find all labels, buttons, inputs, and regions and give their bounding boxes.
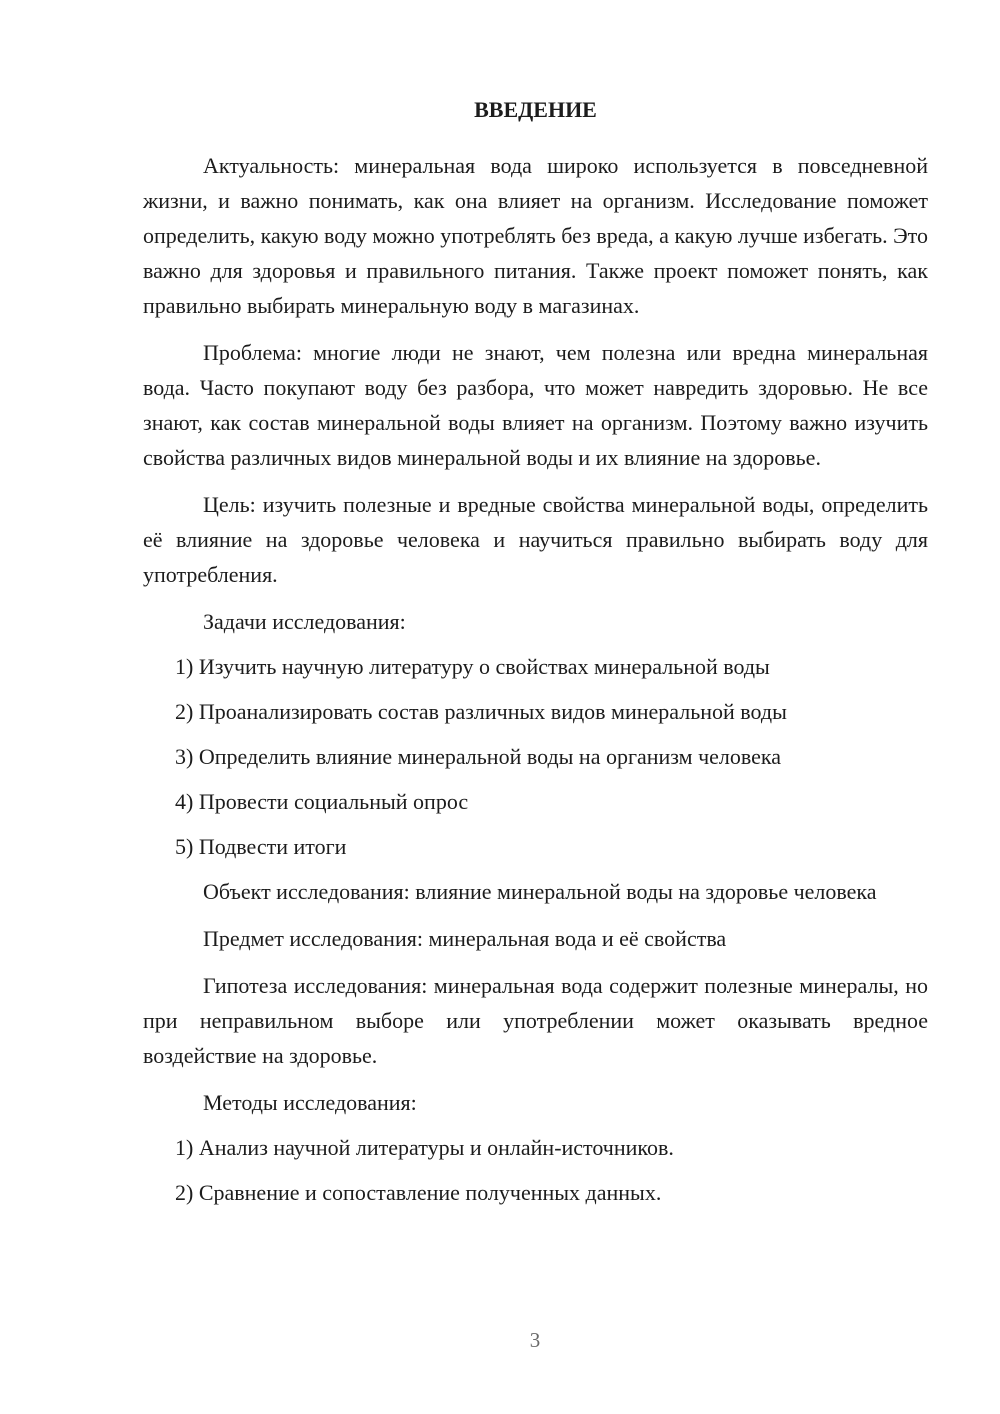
section-title: ВВЕДЕНИЕ: [474, 97, 597, 122]
methods-heading: Методы исследования:: [203, 1090, 417, 1115]
task-item: 1) Изучить научную литературу о свойствах минеральной воды: [175, 654, 770, 679]
task-item: 3) Определить влияние минеральной воды на организм человека: [175, 744, 782, 769]
goal-paragraph: Цель: изучить полезные и вредные свойства минеральной воды, определить её влияние на здоровье человека и научиться правильно выбирать воду для употребления.: [143, 492, 928, 587]
task-item: 4) Провести социальный опрос: [175, 789, 469, 814]
problem-paragraph: Проблема: многие люди не знают, чем полезна или вредна минеральная вода. Часто покупают воду без разбора, что может навредить здоровью. Не все знают, как состав минеральной воды влияет на организм. Поэтому важно изучить свойства различных видов минеральной воды и их влияние на здоровье.: [143, 340, 928, 470]
task-item: 5) Подвести итоги: [175, 834, 347, 859]
task-item: 2) Проанализировать состав различных видов минеральной воды: [175, 699, 787, 724]
object-paragraph: Объект исследования: влияние минеральной воды на здоровье человека: [203, 879, 877, 904]
document-page: [143, 92, 928, 1220]
tasks-heading: Задачи исследования:: [203, 609, 406, 634]
subject-paragraph: Предмет исследования: минеральная вода и её свойства: [203, 926, 727, 951]
hypothesis-paragraph: Гипотеза исследования: минеральная вода содержит полезные минералы, но при неправильном выборе или употреблении может оказывать вредное воздействие на здоровье.: [143, 973, 928, 1068]
method-item: 1) Анализ научной литературы и онлайн-источников.: [175, 1135, 674, 1160]
page-number: 3: [529, 1328, 541, 1352]
relevance-paragraph: Актуальность: минеральная вода широко используется в повседневной жизни, и важно понимать, как она влияет на организм. Исследование поможет определить, какую воду можно употреблять без вреда, а какую лучше избегать. Это важно для здоровья и правильного питания. Также проект поможет понять, как правильно выбирать минеральную воду в магазинах.: [143, 153, 928, 318]
method-item: 2) Сравнение и сопоставление полученных данных.: [175, 1180, 662, 1205]
